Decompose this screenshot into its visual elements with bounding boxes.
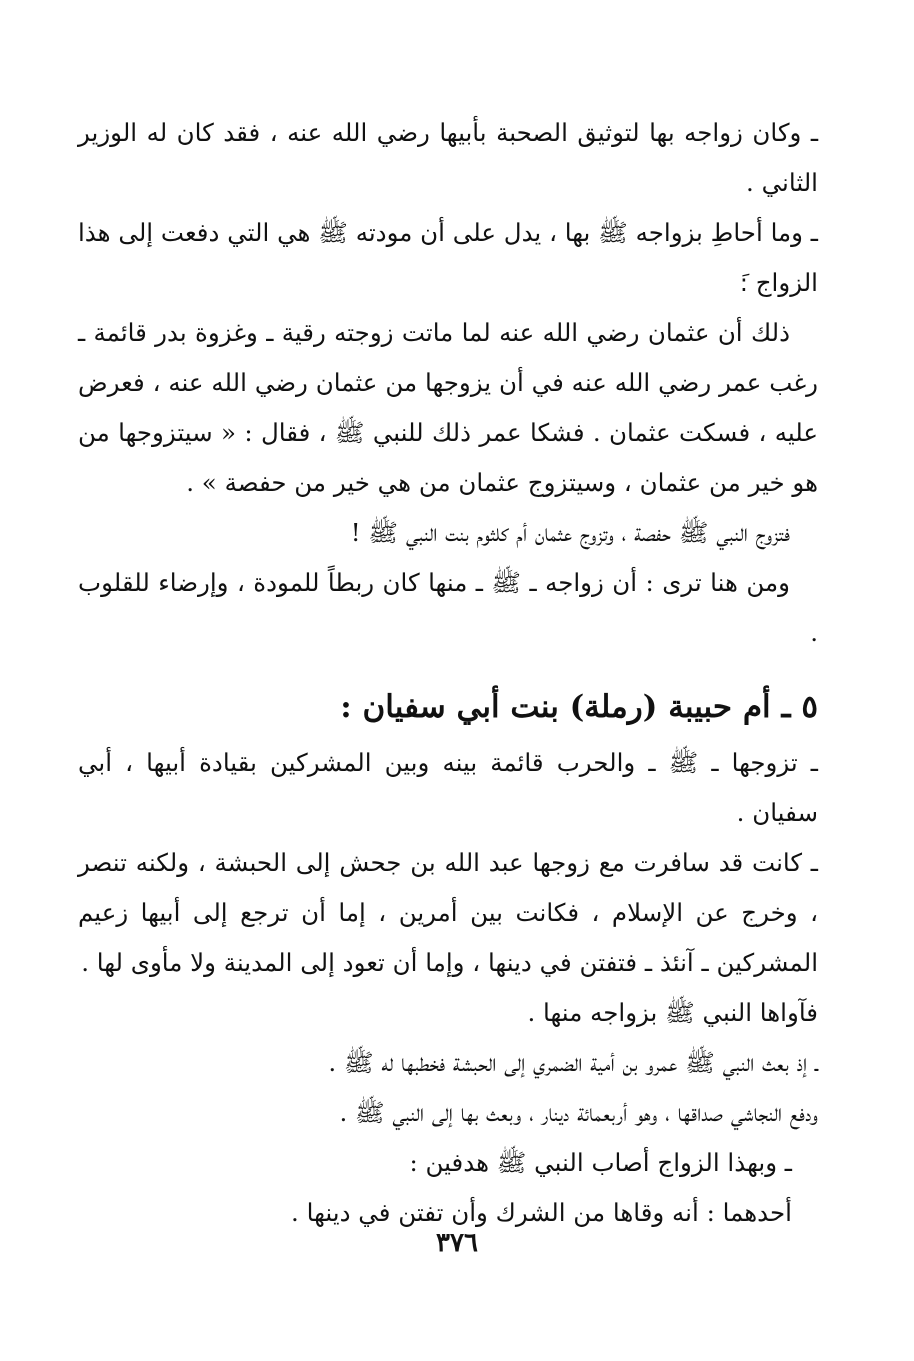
section-paragraph-3: فآواها النبي ﷺ بزواجه منها . xyxy=(527,998,818,1027)
section-paragraph-1: ـ تزوجها ـ ﷺ ـ والحرب قائمة بينه وبين المشركين بقيادة أبيها ، أبي سفيان . xyxy=(78,748,818,827)
section-paragraph-6: ـ وبهذا الزواج أصاب النبي ﷺ هدفين : xyxy=(409,1148,792,1177)
section-paragraph-4: ـ إذ بعث النبي ﷺ عمرو بن أمية الضمري إلى الحبشة فخطبها له ﷺ . xyxy=(328,1048,818,1077)
section-paragraph-2: ـ كانت قد سافرت مع زوجها عبد الله بن جحش إلى الحبشة ، ولكنه تنصر ، وخرج عن الإسلام ، فكانت بين أمرين ، إما أن ترجع إلى أبيها زعيم المشركين ـ آنئذ ـ فتفتن في دينها ، وإما أن تعود إلى المدينة ولا مأوى لها . xyxy=(78,848,818,977)
paragraph-3: ذلك أن عثمان رضي الله عنه لما ماتت زوجته رقية ـ وغزوة بدر قائمة ـ رغب عمر رضي الله عنه في أن يزوجها من عثمان رضي الله عنه ، فعرض عليه ، فسكت عثمان . فشكا عمر ذلك للنبي ﷺ ، فقال : « سيتزوجها من هو خير من عثمان ، وسيتزوج عثمان من هي خير من حفصة » . xyxy=(78,318,818,497)
section-paragraph-5: ودفع النجاشي صداقها ، وهو أربعمائة دينار ، وبعث بها إلى النبي ﷺ . xyxy=(339,1098,818,1127)
section-paragraph-7: أحدهما : أنه وقاها من الشرك وأن تفتن في دينها . xyxy=(291,1198,792,1227)
paragraph-4: فتزوج النبي ﷺ حفصة ، وتزوج عثمان أم كلثوم بنت النبي ﷺ ! xyxy=(350,518,790,547)
page-number: ٣٧٦ xyxy=(436,1228,478,1258)
paragraph-5: ومن هنا ترى : أن زواجه ـ ﷺ ـ منها كان ربطاً للمودة ، وإرضاء للقلوب . xyxy=(78,568,818,647)
section-heading: ٥ ـ أم حبيبة (رملة) بنت أبي سفيان : xyxy=(340,689,818,725)
page-body xyxy=(78,108,818,1238)
paragraph-1: ـ وكان زواجه بها لتوثيق الصحبة بأبيها رضي الله عنه ، فقد كان له الوزير الثاني . xyxy=(78,118,818,197)
paragraph-2: ـ وما أحاطِ بزواجه ﷺ بها ، يدل على أن مودته ﷺ هي التي دفعت إلى هذا الزواج :َ xyxy=(78,218,818,297)
